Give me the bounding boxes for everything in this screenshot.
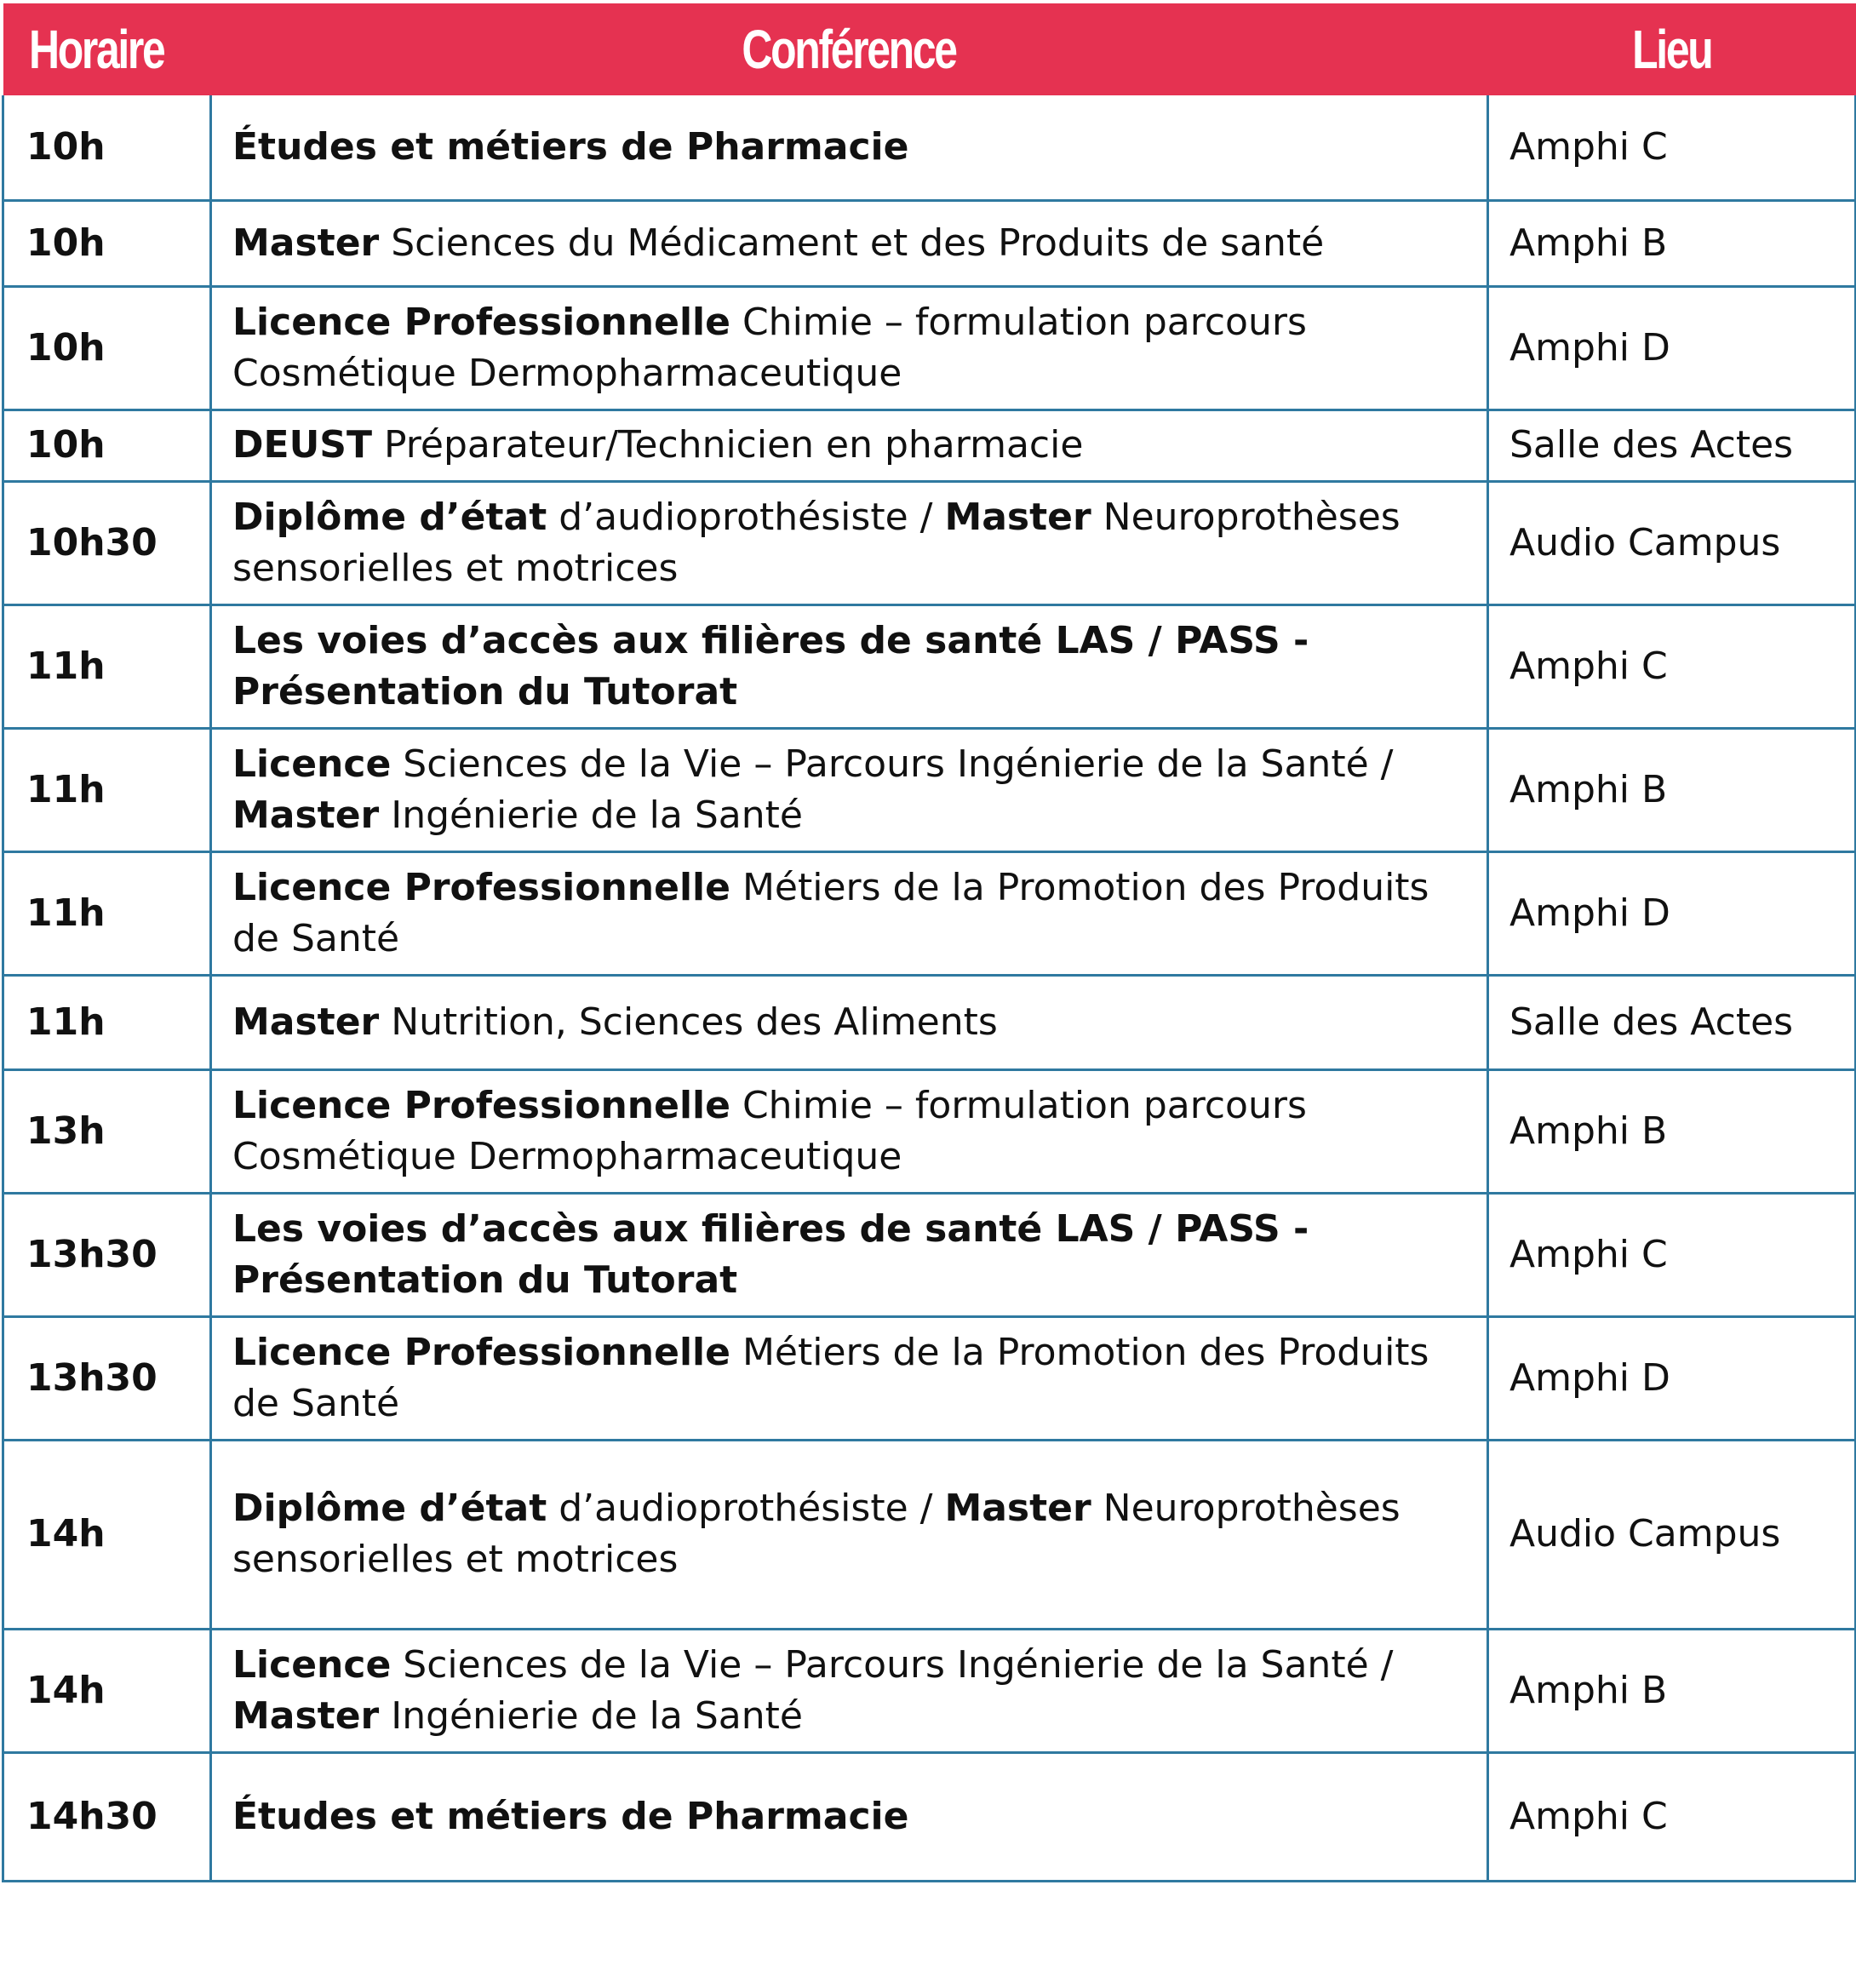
header-time: Horaire xyxy=(3,3,211,95)
schedule-table xyxy=(2,3,1856,1882)
table-row xyxy=(3,1629,1856,1752)
table-header xyxy=(3,3,1856,95)
table-row xyxy=(3,95,1856,200)
table-row xyxy=(3,728,1856,851)
place-cell: Amphi C xyxy=(1488,1752,1856,1881)
place-cell: Amphi B xyxy=(1488,1069,1856,1193)
table-row xyxy=(3,1069,1856,1193)
table-row xyxy=(3,975,1856,1069)
time-cell: 14h xyxy=(3,1629,211,1752)
conference-cell: Études et métiers de Pharmacie xyxy=(211,95,1488,200)
table-row xyxy=(3,410,1856,481)
place-cell: Amphi C xyxy=(1488,1193,1856,1316)
table-row xyxy=(3,481,1856,604)
time-cell: 10h xyxy=(3,410,211,481)
conference-cell: Master Nutrition, Sciences des Aliments xyxy=(211,975,1488,1069)
conference-cell: Études et métiers de Pharmacie xyxy=(211,1752,1488,1881)
table-row xyxy=(3,1440,1856,1629)
place-cell: Salle des Actes xyxy=(1488,975,1856,1069)
place-cell: Audio Campus xyxy=(1488,1440,1856,1629)
conference-cell: DEUST Préparateur/Technicien en pharmacie xyxy=(211,410,1488,481)
header-place: Lieu xyxy=(1488,3,1856,95)
time-cell: 10h xyxy=(3,286,211,410)
place-cell: Amphi D xyxy=(1488,1316,1856,1440)
table-row xyxy=(3,604,1856,728)
conference-cell: Licence Sciences de la Vie – Parcours Ingénierie de la Santé / Master Ingénierie de la Santé xyxy=(211,728,1488,851)
conference-cell: Licence Professionnelle Métiers de la Promotion des Produits de Santé xyxy=(211,851,1488,975)
table-row xyxy=(3,1193,1856,1316)
time-cell: 13h xyxy=(3,1069,211,1193)
time-cell: 11h xyxy=(3,851,211,975)
place-cell: Amphi C xyxy=(1488,604,1856,728)
time-cell: 11h xyxy=(3,604,211,728)
table-row xyxy=(3,851,1856,975)
time-cell: 11h xyxy=(3,975,211,1069)
time-cell: 10h30 xyxy=(3,481,211,604)
conference-cell: Licence Sciences de la Vie – Parcours Ingénierie de la Santé / Master Ingénierie de la Santé xyxy=(211,1629,1488,1752)
place-cell: Amphi C xyxy=(1488,95,1856,200)
time-cell: 10h xyxy=(3,200,211,286)
conference-cell: Les voies d’accès aux filières de santé LAS / PASS - Présentation du Tutorat xyxy=(211,604,1488,728)
conference-cell: Licence Professionnelle Chimie – formulation parcours Cosmétique Dermopharmaceutique xyxy=(211,286,1488,410)
table-row xyxy=(3,1752,1856,1881)
time-cell: 13h30 xyxy=(3,1193,211,1316)
place-cell: Amphi D xyxy=(1488,851,1856,975)
time-cell: 14h xyxy=(3,1440,211,1629)
place-cell: Audio Campus xyxy=(1488,481,1856,604)
table-row xyxy=(3,1316,1856,1440)
header-conference: Conférence xyxy=(211,3,1488,95)
conference-cell: Diplôme d’état d’audioprothésiste / Master Neuroprothèses sensorielles et motrices xyxy=(211,1440,1488,1629)
conference-cell: Les voies d’accès aux filières de santé LAS / PASS - Présentation du Tutorat xyxy=(211,1193,1488,1316)
table-row xyxy=(3,200,1856,286)
time-cell: 10h xyxy=(3,95,211,200)
place-cell: Amphi B xyxy=(1488,1629,1856,1752)
place-cell: Salle des Actes xyxy=(1488,410,1856,481)
conference-cell: Licence Professionnelle Chimie – formulation parcours Cosmétique Dermopharmaceutique xyxy=(211,1069,1488,1193)
time-cell: 14h30 xyxy=(3,1752,211,1881)
place-cell: Amphi B xyxy=(1488,200,1856,286)
place-cell: Amphi B xyxy=(1488,728,1856,851)
place-cell: Amphi D xyxy=(1488,286,1856,410)
conference-cell: Diplôme d’état d’audioprothésiste / Master Neuroprothèses sensorielles et motrices xyxy=(211,481,1488,604)
table-row xyxy=(3,286,1856,410)
time-cell: 13h30 xyxy=(3,1316,211,1440)
conference-cell: Master Sciences du Médicament et des Produits de santé xyxy=(211,200,1488,286)
time-cell: 11h xyxy=(3,728,211,851)
conference-cell: Licence Professionnelle Métiers de la Promotion des Produits de Santé xyxy=(211,1316,1488,1440)
